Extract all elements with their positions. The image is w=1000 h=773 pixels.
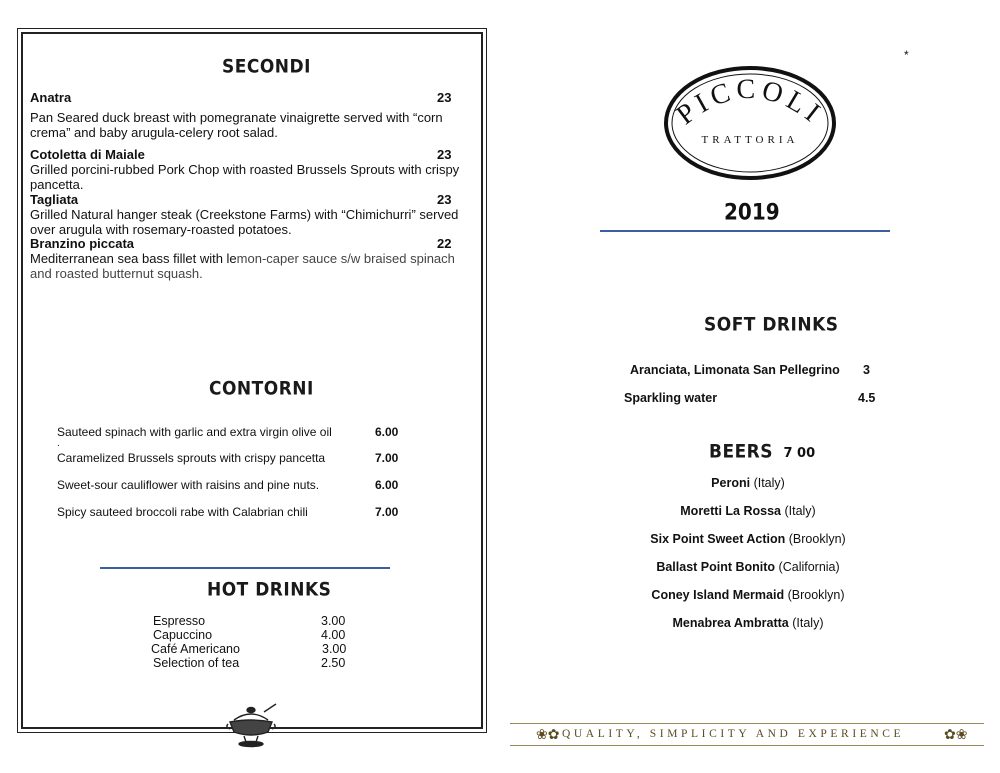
- drink-name: Espresso: [153, 614, 206, 628]
- beer-item: [600, 476, 896, 490]
- dish-price: 23: [437, 147, 452, 162]
- dish-name: Cotoletta di Maiale: [30, 147, 145, 162]
- soft-drink-item: [630, 363, 870, 377]
- drink-name: Café Americano: [151, 642, 240, 656]
- footer-line-top: [510, 723, 984, 724]
- beer-origin: (Brooklyn): [787, 588, 845, 602]
- soup-tureen-icon: [224, 700, 278, 748]
- footer-line-bottom: [510, 745, 984, 746]
- asterisk-mark: *: [904, 48, 909, 62]
- side-item: [57, 451, 407, 465]
- side-price: 7.00: [375, 505, 399, 519]
- hot-drinks-heading: HOT DRINKS: [207, 578, 332, 602]
- side-item: [57, 505, 407, 519]
- section-divider: [600, 230, 890, 232]
- beer-item: [600, 560, 896, 574]
- beer-item: [600, 616, 896, 630]
- side-name: Spicy sauteed broccoli rabe with Calabrian chili: [57, 505, 308, 519]
- side-name: Caramelized Brussels sprouts with crispy pancetta: [57, 451, 326, 465]
- drink-price: 2.50: [321, 656, 346, 670]
- dish-description-end: mon-caper sauce s/w braised spinach and roasted butternut squash.: [30, 251, 455, 281]
- dish-branzino: [30, 236, 462, 281]
- drink-price: 4.5: [858, 391, 876, 405]
- dish-description-start: Mediterranean sea bass fillet with le: [30, 251, 237, 266]
- beers-heading: BEERS: [709, 440, 774, 464]
- beer-name: Peroni: [711, 476, 751, 490]
- beers-heading-row: [709, 442, 815, 462]
- side-price: 6.00: [375, 478, 399, 492]
- dish-cotoletta: [30, 147, 462, 192]
- beer-name: Menabrea Ambratta: [672, 616, 789, 630]
- drink-price: 3: [863, 363, 870, 377]
- dish-price: 22: [437, 236, 452, 251]
- drink-price: 3.00: [322, 642, 347, 656]
- contorni-heading: CONTORNI: [209, 377, 314, 401]
- drink-price: 3.00: [321, 614, 346, 628]
- beer-item: [600, 588, 896, 602]
- side-item: [57, 425, 407, 449]
- hot-drink-item: [153, 628, 346, 642]
- dish-anatra: [30, 90, 462, 140]
- beer-name: Coney Island Mermaid: [651, 588, 785, 602]
- beer-origin: (Brooklyn): [788, 532, 846, 546]
- beer-origin: (Italy): [792, 616, 824, 630]
- menu-year: 2019: [724, 198, 780, 226]
- soft-drink-item: [624, 391, 876, 405]
- drink-name: Capuccino: [153, 628, 213, 642]
- dish-price: 23: [437, 90, 452, 105]
- dish-description: [30, 251, 462, 281]
- side-item: [57, 478, 407, 492]
- beer-origin: (Italy): [753, 476, 785, 490]
- side-price: 7.00: [375, 451, 399, 465]
- beer-item: [600, 504, 896, 518]
- logo-subtitle: TRATTORIA: [701, 134, 799, 146]
- beer-origin: (California): [778, 560, 840, 574]
- side-price: 6.00: [375, 425, 399, 439]
- dish-description: Pan Seared duck breast with pomegranate vinaigrette served with “corn crema” and baby arugula-celery root salad.: [30, 110, 443, 140]
- beer-name: Moretti La Rossa: [680, 504, 781, 518]
- dish-name: Anatra: [30, 90, 72, 105]
- beer-item: [600, 532, 896, 546]
- soft-drinks-heading: SOFT DRINKS: [704, 313, 839, 337]
- side-name: Sauteed spinach with garlic and extra virgin olive oil: [57, 425, 332, 439]
- grape-vine-icon: ✿❀: [944, 726, 968, 742]
- grape-vine-icon: ❀✿: [536, 726, 560, 742]
- drink-name: Sparkling water: [624, 391, 718, 405]
- dish-description: Grilled Natural hanger steak (Creekstone Farms) with “Chimichurri” served over arugula with rosemary-roasted potatoes.: [30, 207, 459, 237]
- dish-name: Branzino piccata: [30, 236, 135, 251]
- drink-name: Aranciata, Limonata San Pellegrino: [630, 363, 840, 377]
- hot-drink-item: [151, 642, 347, 656]
- drink-name: Selection of tea: [153, 656, 240, 670]
- side-name: Sweet-sour cauliflower with raisins and pine nuts.: [57, 478, 320, 492]
- dish-description: Grilled porcini-rubbed Pork Chop with roasted Brussels Sprouts with crispy pancetta.: [30, 162, 460, 192]
- dish-name: Tagliata: [30, 192, 79, 207]
- beer-origin: (Italy): [784, 504, 816, 518]
- beer-name: Ballast Point Bonito: [656, 560, 776, 574]
- stray-mark: .: [57, 438, 60, 449]
- beers-price: 7 00: [783, 446, 816, 461]
- tagline: QUALITY, SIMPLICITY AND EXPERIENCE: [562, 728, 905, 740]
- beer-name: Six Point Sweet Action: [650, 532, 786, 546]
- dish-tagliata: [30, 192, 462, 237]
- piccoli-trattoria-logo: [662, 65, 838, 181]
- hot-drink-item: [153, 656, 346, 670]
- drink-price: 4.00: [321, 628, 346, 642]
- dish-price: 23: [437, 192, 452, 207]
- section-divider: [100, 567, 390, 569]
- hot-drink-item: [153, 614, 346, 628]
- secondi-heading: SECONDI: [222, 55, 311, 79]
- logo-name: PICCOLI: [670, 73, 830, 132]
